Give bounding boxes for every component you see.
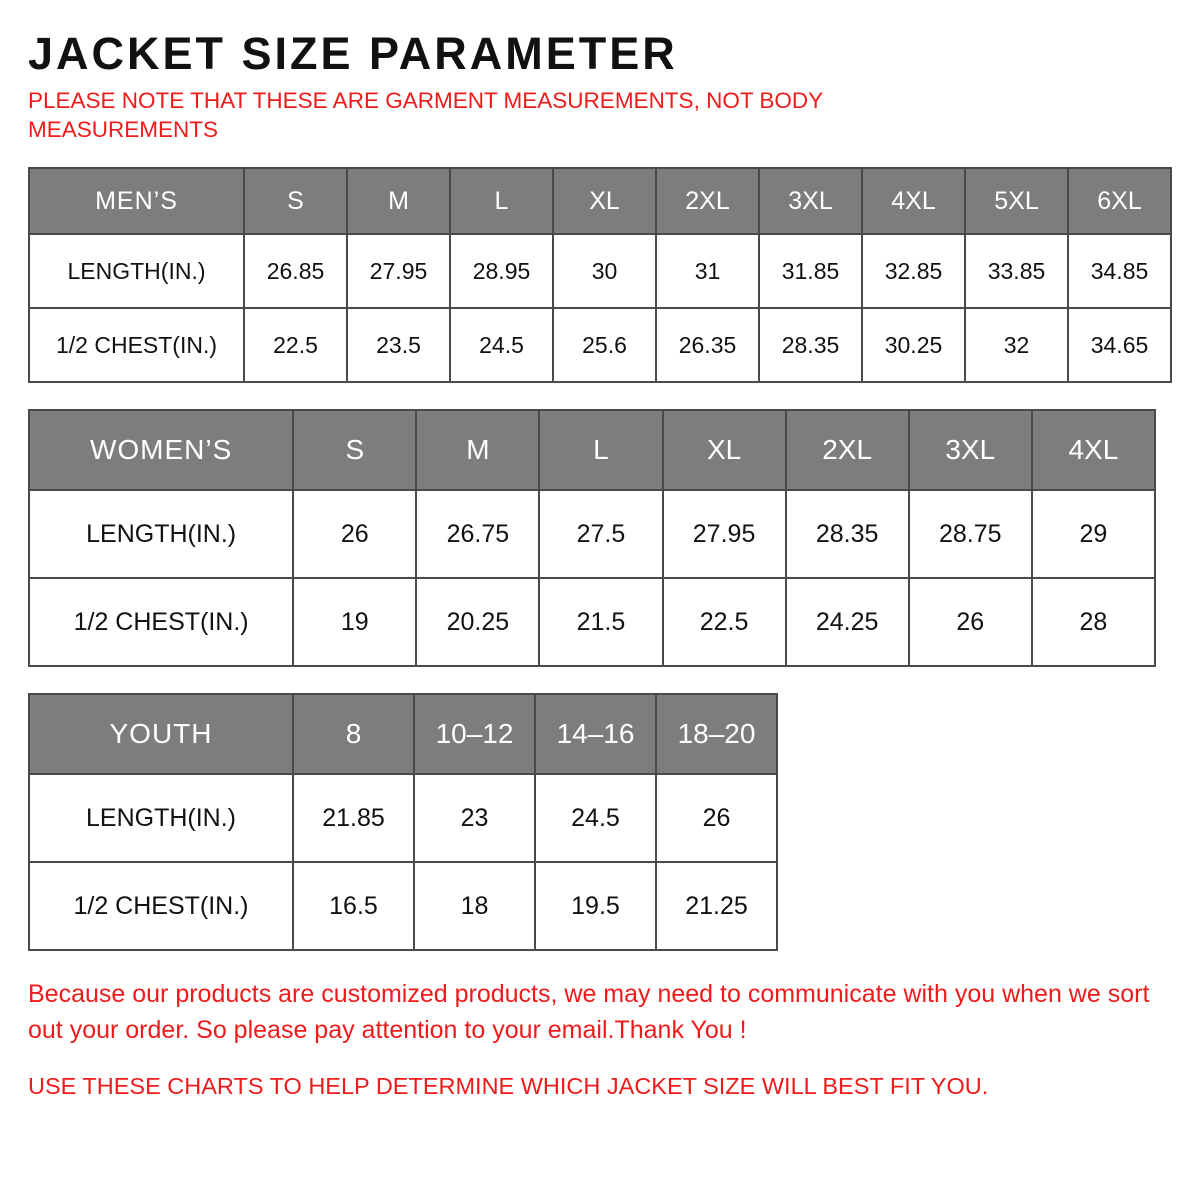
womens-size-4xl: 4XL [1032, 410, 1155, 490]
womens-length-label: LENGTH(IN.) [29, 490, 293, 578]
womens-chest-3xl: 26 [909, 578, 1032, 666]
mens-size-xl: XL [553, 168, 656, 234]
mens-length-xl: 30 [553, 234, 656, 308]
table-header-row [29, 168, 1171, 234]
womens-size-m: M [416, 410, 539, 490]
youth-chest-10-12: 18 [414, 862, 535, 950]
table-row [29, 308, 1171, 382]
mens-length-6xl: 34.85 [1068, 234, 1171, 308]
womens-header-label: WOMEN’S [29, 410, 293, 490]
mens-size-6xl: 6XL [1068, 168, 1171, 234]
table-row [29, 862, 777, 950]
youth-length-18-20: 26 [656, 774, 777, 862]
mens-length-label: LENGTH(IN.) [29, 234, 244, 308]
mens-chest-label: 1/2 CHEST(IN.) [29, 308, 244, 382]
womens-chest-xl: 22.5 [663, 578, 786, 666]
youth-size-table [28, 693, 778, 951]
womens-chest-l: 21.5 [539, 578, 662, 666]
womens-length-xl: 27.95 [663, 490, 786, 578]
womens-length-2xl: 28.35 [786, 490, 909, 578]
womens-chest-4xl: 28 [1032, 578, 1155, 666]
mens-size-2xl: 2XL [656, 168, 759, 234]
youth-chest-label: 1/2 CHEST(IN.) [29, 862, 293, 950]
youth-chest-14-16: 19.5 [535, 862, 656, 950]
womens-size-table [28, 409, 1156, 667]
mens-size-4xl: 4XL [862, 168, 965, 234]
womens-size-xl: XL [663, 410, 786, 490]
womens-chest-s: 19 [293, 578, 416, 666]
mens-chest-4xl: 30.25 [862, 308, 965, 382]
mens-chest-2xl: 26.35 [656, 308, 759, 382]
table-header-row [29, 694, 777, 774]
mens-size-l: L [450, 168, 553, 234]
youth-size-14-16: 14–16 [535, 694, 656, 774]
footer-note-use-charts: USE THESE CHARTS TO HELP DETERMINE WHICH JACKET SIZE WILL BEST FIT YOU. [28, 1073, 989, 1100]
womens-length-3xl: 28.75 [909, 490, 1032, 578]
womens-size-2xl: 2XL [786, 410, 909, 490]
mens-chest-5xl: 32 [965, 308, 1068, 382]
youth-length-10-12: 23 [414, 774, 535, 862]
womens-size-l: L [539, 410, 662, 490]
youth-chest-8: 16.5 [293, 862, 414, 950]
womens-length-s: 26 [293, 490, 416, 578]
mens-chest-xl: 25.6 [553, 308, 656, 382]
mens-length-4xl: 32.85 [862, 234, 965, 308]
mens-length-3xl: 31.85 [759, 234, 862, 308]
youth-length-label: LENGTH(IN.) [29, 774, 293, 862]
mens-chest-m: 23.5 [347, 308, 450, 382]
womens-chest-m: 20.25 [416, 578, 539, 666]
mens-header-label: MEN’S [29, 168, 244, 234]
mens-length-5xl: 33.85 [965, 234, 1068, 308]
mens-size-5xl: 5XL [965, 168, 1068, 234]
measurement-disclaimer: PLEASE NOTE THAT THESE ARE GARMENT MEASUREMENTS, NOT BODY MEASUREMENTS [28, 87, 823, 143]
youth-length-8: 21.85 [293, 774, 414, 862]
page-title: JACKET SIZE PARAMETER [28, 28, 678, 79]
mens-chest-3xl: 28.35 [759, 308, 862, 382]
mens-length-l: 28.95 [450, 234, 553, 308]
youth-size-18-20: 18–20 [656, 694, 777, 774]
womens-length-l: 27.5 [539, 490, 662, 578]
mens-chest-6xl: 34.65 [1068, 308, 1171, 382]
mens-size-s: S [244, 168, 347, 234]
mens-size-3xl: 3XL [759, 168, 862, 234]
womens-chest-label: 1/2 CHEST(IN.) [29, 578, 293, 666]
footer-notes [28, 977, 1172, 1103]
womens-size-s: S [293, 410, 416, 490]
youth-header-label: YOUTH [29, 694, 293, 774]
table-row [29, 234, 1171, 308]
table-row [29, 774, 777, 862]
footer-note-custom-products: Because our products are customized products, we may need to communicate with you when we sort out your order. So please pay attention to your email.Thank You ! [28, 980, 1150, 1044]
youth-length-14-16: 24.5 [535, 774, 656, 862]
youth-size-10-12: 10–12 [414, 694, 535, 774]
table-header-row [29, 410, 1155, 490]
mens-length-2xl: 31 [656, 234, 759, 308]
womens-size-3xl: 3XL [909, 410, 1032, 490]
mens-chest-l: 24.5 [450, 308, 553, 382]
mens-length-s: 26.85 [244, 234, 347, 308]
youth-size-8: 8 [293, 694, 414, 774]
womens-chest-2xl: 24.25 [786, 578, 909, 666]
mens-chest-s: 22.5 [244, 308, 347, 382]
womens-length-m: 26.75 [416, 490, 539, 578]
mens-length-m: 27.95 [347, 234, 450, 308]
mens-size-m: M [347, 168, 450, 234]
table-row [29, 578, 1155, 666]
womens-length-4xl: 29 [1032, 490, 1155, 578]
mens-size-table [28, 167, 1172, 383]
table-row [29, 490, 1155, 578]
youth-chest-18-20: 21.25 [656, 862, 777, 950]
